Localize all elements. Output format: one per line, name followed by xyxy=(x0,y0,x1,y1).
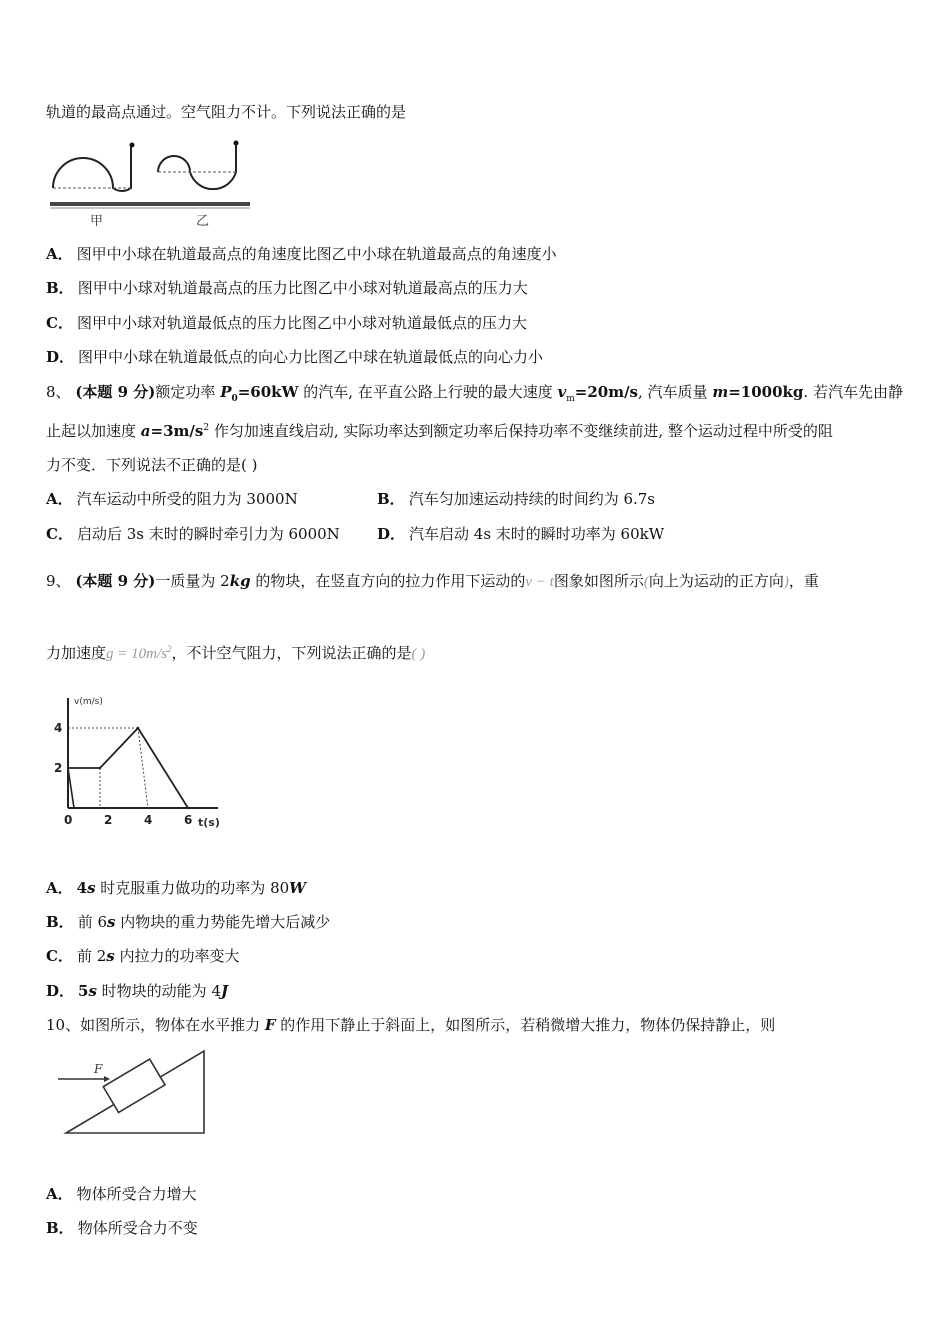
q9-number: 9、 xyxy=(46,572,71,590)
q9-option-a-u2: W xyxy=(289,879,307,897)
label-jia: 甲 xyxy=(90,214,104,229)
q9-option-b xyxy=(46,912,330,932)
q9-paren-close: ) xyxy=(783,574,789,590)
q8-number: 8、 xyxy=(46,383,71,401)
q8-text-4: . 若汽车先由静 xyxy=(803,383,903,401)
track-a-path xyxy=(53,146,131,191)
q9-option-c xyxy=(46,946,240,966)
q7-option-b-letter: B． xyxy=(46,279,74,297)
x-tick-label-0: 0 xyxy=(64,813,73,827)
q8-a-sup: 2 xyxy=(203,423,210,433)
q9-g-formula: g = 10m/s xyxy=(106,646,167,662)
data-point-2 xyxy=(137,727,139,729)
q9-text-1: 一质量为 2 xyxy=(155,572,230,590)
x-axis-label: t(s) xyxy=(198,816,220,829)
intro-line: 轨道的最高点通过。空气阻力不计。下列说法正确的是 xyxy=(46,103,407,121)
q8-option-b-text: 汽车匀加速运动持续的时间约为 6.7s xyxy=(408,490,656,508)
y-axis-label: v(m/s) xyxy=(74,697,103,707)
q9-text-3: 图象如图所示 xyxy=(553,572,644,590)
q10-option-b-letter: B． xyxy=(46,1219,74,1237)
q8-text-2: 的汽车, 在平直公路上行驶的最大速度 xyxy=(298,383,558,401)
q7-option-c-letter: C． xyxy=(46,314,73,332)
q9-line2-text-2: ，不计空气阻力，下列说法正确的是 xyxy=(171,644,412,662)
q10-option-a-text: 物体所受合力增大 xyxy=(76,1185,197,1203)
y-tick-label-4: 4 xyxy=(54,721,63,735)
y-tick-label-2: 2 xyxy=(54,761,63,775)
q8-option-a xyxy=(46,489,298,509)
q8-text-1: 额定功率 xyxy=(155,383,221,401)
q9-option-d-t1: 5 xyxy=(78,982,89,1000)
ground xyxy=(50,202,250,206)
q9-vt-formula: v − t xyxy=(525,574,554,590)
q7-option-c-text: 图甲中小球对轨道最低点的压力比图乙中小球对轨道最低点的压力大 xyxy=(76,314,527,332)
q8-p-sub: 0 xyxy=(231,394,238,404)
q10-f-symbol: F xyxy=(264,1016,276,1034)
q8-p-value: =60kW xyxy=(237,383,299,401)
track-b-path xyxy=(158,144,236,189)
q9-option-c-u1: s xyxy=(106,947,115,965)
q7-option-b xyxy=(46,278,528,298)
q8-option-b xyxy=(377,489,655,509)
q7-option-a-letter: A． xyxy=(46,245,73,263)
q8-v-value: =20m/s xyxy=(574,383,639,401)
q8-line-1 xyxy=(46,382,903,409)
x-tick-label-4: 4 xyxy=(144,813,153,827)
q9-option-d-u2: J xyxy=(221,982,229,1000)
q10-line-1 xyxy=(46,1015,775,1035)
q8-head: (本题 9 分) xyxy=(75,383,156,401)
q7-option-b-text: 图甲中小球对轨道最高点的压力比图乙中小球对轨道最高点的压力大 xyxy=(77,279,528,297)
x-tick-label-6: 6 xyxy=(184,813,193,827)
series-line-v xyxy=(68,728,188,808)
q8-v-symbol: v xyxy=(557,383,567,401)
q10-number: 10、 xyxy=(46,1016,81,1034)
q10-option-b xyxy=(46,1218,198,1238)
q10-text-1: 如图所示，物体在水平推力 xyxy=(80,1016,265,1034)
q8-option-a-letter: A． xyxy=(46,490,73,508)
q9-option-d-u1: s xyxy=(88,982,97,1000)
label-yi: 乙 xyxy=(196,214,210,229)
q7-option-a xyxy=(46,244,557,264)
q9-line-2 xyxy=(46,639,425,664)
data-point-1 xyxy=(99,767,101,769)
q9-head: (本题 9 分) xyxy=(75,572,156,590)
q8-line-3: 力不变．下列说法不正确的是( ) xyxy=(46,456,258,474)
q7-option-d-text: 图甲中小球在轨道最低点的向心力比图乙中球在轨道最低点的向心力小 xyxy=(78,348,544,366)
q9-option-a xyxy=(46,878,306,898)
q10-option-a-letter: A． xyxy=(46,1185,73,1203)
force-label: F xyxy=(94,1062,103,1076)
q10-text-2: 的作用下静止于斜面上，如图所示，若稍微增大推力，物体仍保持静止，则 xyxy=(275,1016,776,1034)
q9-option-d xyxy=(46,981,228,1001)
data-point-3 xyxy=(187,807,189,809)
q9-text-4: 向上为运动的正方向 xyxy=(648,572,784,590)
q8-line2-text-2: 作匀加速直线启动, 实际功率达到额定功率后保持功率不变继续前进, 整个运动过程中所受的阻 xyxy=(209,422,833,440)
q9-option-a-t2: 时克服重力做功的功率为 80 xyxy=(95,879,290,897)
q9-option-a-letter: A． xyxy=(46,879,73,897)
q8-m-value: =1000kg xyxy=(728,383,804,401)
q7-option-c xyxy=(46,313,527,333)
ball-a xyxy=(130,143,135,148)
q8-p-symbol: P xyxy=(220,383,232,401)
vt-chart xyxy=(46,690,236,840)
q9-paren-open: ( xyxy=(643,574,649,590)
q8-v-sub: m xyxy=(566,394,575,404)
q9-option-b-u1: s xyxy=(107,913,116,931)
q8-option-d-text: 汽车启动 4s 末时的瞬时功率为 60kW xyxy=(409,525,665,543)
q8-option-b-letter: B． xyxy=(377,490,405,508)
q9-answer-blank: ( ) xyxy=(411,646,426,662)
q8-m-symbol: m xyxy=(712,383,729,401)
data-point-0 xyxy=(67,767,69,769)
x-tick-label-2: 2 xyxy=(104,813,113,827)
q8-option-c-letter: C． xyxy=(46,525,73,543)
q10-option-b-text: 物体所受合力不变 xyxy=(77,1219,198,1237)
q9-option-a-u1: s xyxy=(87,879,96,897)
q9-option-b-t1: 前 6 xyxy=(77,913,107,931)
q8-option-d xyxy=(377,524,664,544)
q9-option-c-t2: 内拉力的功率变大 xyxy=(114,947,240,965)
q8-text-3: , 汽车质量 xyxy=(638,383,713,401)
q8-a-symbol: a xyxy=(140,422,151,440)
q8-option-c-text: 启动后 3s 末时的瞬时牵引力为 6000N xyxy=(76,525,340,543)
q9-kg-unit: kg xyxy=(229,572,251,590)
track-figure xyxy=(46,136,256,232)
q7-option-d xyxy=(46,347,543,367)
q7-option-d-letter: D． xyxy=(46,348,75,366)
q8-option-a-text: 汽车运动中所受的阻力为 3000N xyxy=(76,490,298,508)
q9-option-d-letter: D． xyxy=(46,982,75,1000)
q9-line2-text-1: 力加速度 xyxy=(46,644,107,662)
q9-option-c-t1: 前 2 xyxy=(76,947,107,965)
q8-line2-text-1: 止起以加速度 xyxy=(46,422,141,440)
q9-text-5: ，重 xyxy=(788,572,819,590)
incline-figure xyxy=(56,1045,216,1140)
q10-option-a xyxy=(46,1184,197,1204)
q9-line-1 xyxy=(46,571,819,592)
q9-option-b-t2: 内物块的重力势能先增大后减少 xyxy=(115,913,331,931)
q9-option-a-t1: 4 xyxy=(76,879,88,897)
q9-option-b-letter: B． xyxy=(46,913,74,931)
q9-option-d-t2: 时物块的动能为 4 xyxy=(96,982,221,1000)
q8-a-value: =3m/s xyxy=(150,422,204,440)
q8-option-d-letter: D． xyxy=(377,525,406,543)
q8-line-2 xyxy=(46,418,833,441)
q9-text-2: 的物块，在竖直方向的拉力作用下运动的 xyxy=(250,572,526,590)
q9-g-sup: 2 xyxy=(166,644,172,654)
ball-b xyxy=(234,141,239,146)
q7-option-a-text: 图甲中小球在轨道最高点的角速度比图乙中小球在轨道最高点的角速度小 xyxy=(76,245,557,263)
q9-option-c-letter: C． xyxy=(46,947,73,965)
q8-option-c xyxy=(46,524,340,544)
